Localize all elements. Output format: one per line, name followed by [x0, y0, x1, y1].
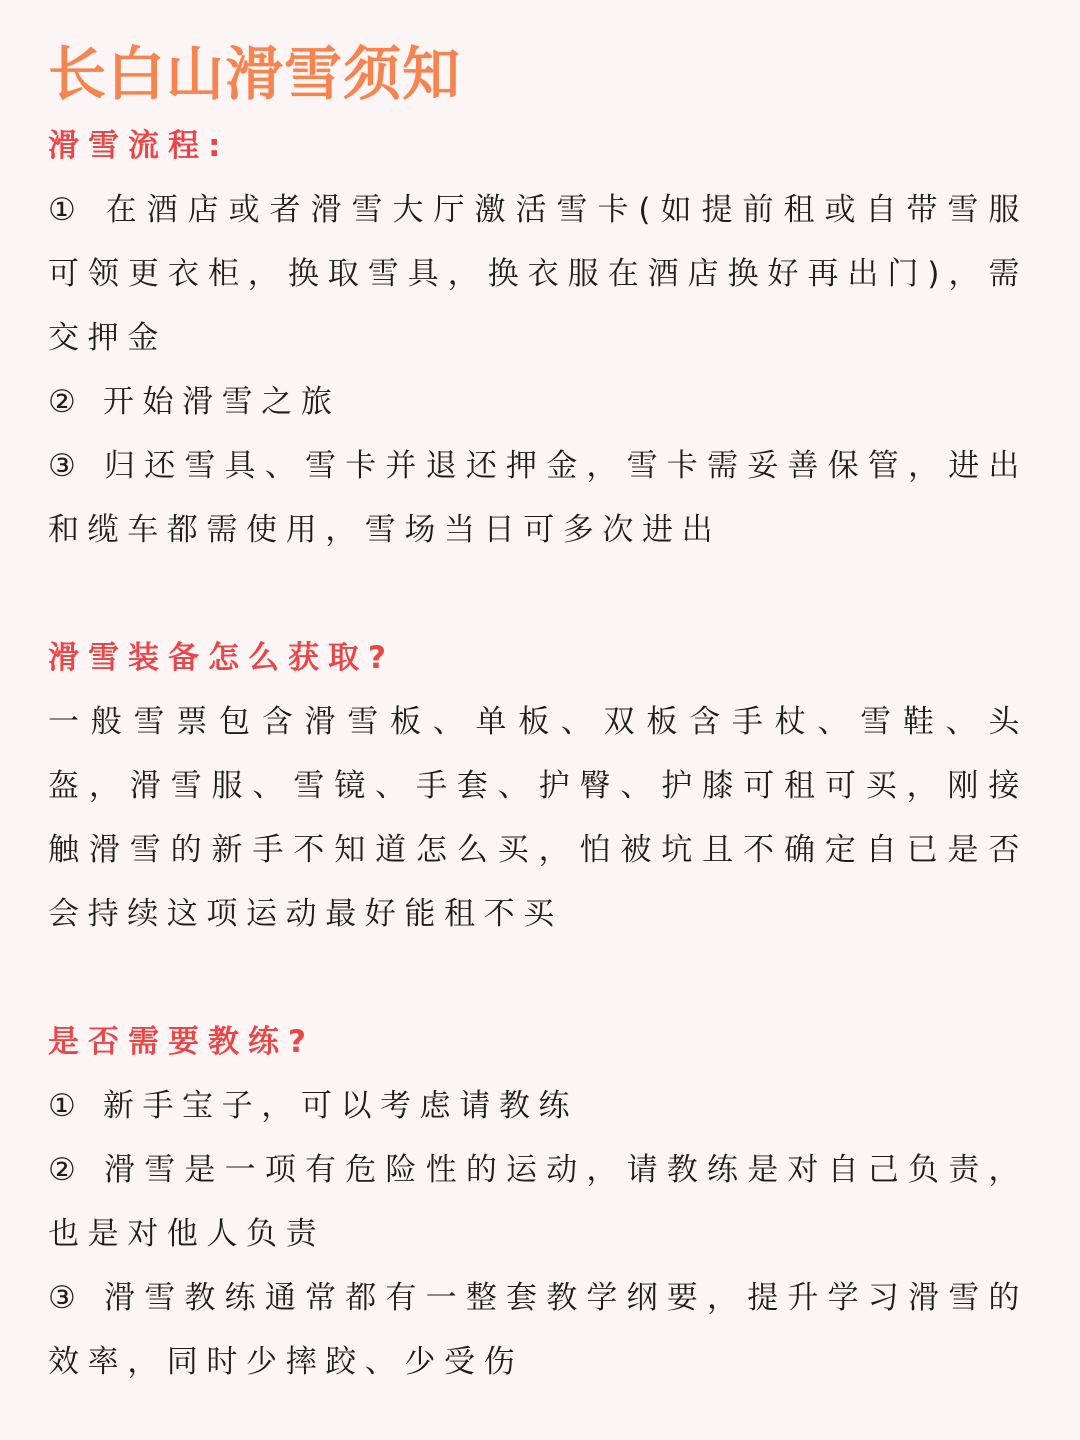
- list-item: ② 滑雪是一项有危险性的运动，请教练是对自己负责，也是对他人负责: [48, 1152, 1028, 1252]
- section-heading-equipment: 滑雪装备怎么获取?: [48, 640, 395, 676]
- list-item: ① 在酒店或者滑雪大厅激活雪卡(如提前租或自带雪服可领更衣柜，换取雪具，换衣服在酒店换好再出门)，需交押金: [48, 192, 1028, 356]
- list-item: 一般雪票包含滑雪板、单板、双板含手杖、雪鞋、头盔，滑雪服、雪镜、手套、护臀、护膝可租可买，刚接触滑雪的新手不知道怎么买，怕被坑且不确定自已是否会持续这项运动最好能租不买: [48, 704, 1028, 932]
- list-item: ③ 归还雪具、雪卡并退还押金，雪卡需妥善保管，进出和缆车都需使用，雪场当日可多次进出: [48, 448, 1028, 548]
- list-item: ③ 滑雪教练通常都有一整套教学纲要，提升学习滑雪的效率，同时少摔跤、少受伤: [48, 1280, 1028, 1380]
- page-title: 长白山滑雪须知: [48, 40, 462, 108]
- section-heading-ski-process: 滑雪流程:: [48, 128, 230, 164]
- section-heading-coach: 是否需要教练?: [48, 1024, 315, 1060]
- list-item: ② 开始滑雪之旅: [48, 384, 341, 420]
- list-item: ① 新手宝子，可以考虑请教练: [48, 1088, 579, 1124]
